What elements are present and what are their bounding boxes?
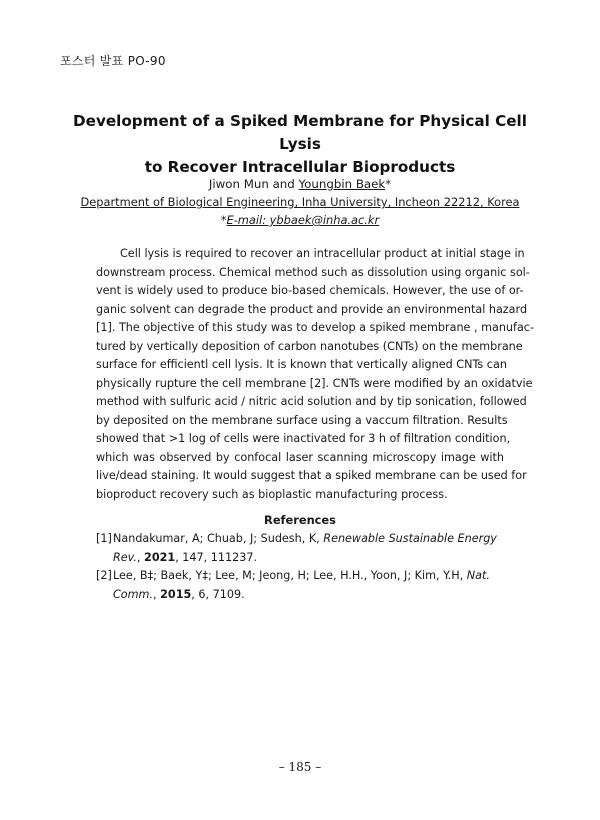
email-address: E-mail: ybbaek@inha.ac.kr bbox=[226, 213, 380, 227]
reference-year: 2015 bbox=[160, 587, 192, 601]
abstract-line: bioproduct recovery such as bioplastic manufacturing process. bbox=[96, 487, 448, 501]
title-line-2: to Recover Intracellular Bioproducts bbox=[144, 158, 456, 176]
reference-authors: Lee, B‡; Baek, Y‡; Lee, M; Jeong, H; Lee, H.H., Yoon, J; Kim, Y.H, bbox=[113, 569, 464, 582]
reference-volume-pages: , 147, 111237. bbox=[175, 550, 258, 564]
reference-journal: Renewable Sustainable Energy Rev. bbox=[113, 532, 497, 564]
email-mark: * bbox=[220, 213, 227, 227]
abstract-line: vent is widely used to produce bio-based chemicals. However, the use of or- bbox=[96, 284, 524, 297]
reference-year: 2021 bbox=[144, 550, 176, 564]
reference-separator: , bbox=[136, 550, 141, 564]
corresponding-author-name: Youngbin Baek bbox=[298, 177, 386, 191]
reference-journal: Nat. Comm. bbox=[113, 569, 490, 601]
abstract-line: ganic solvent can degrade the product and provide an environmental hazard bbox=[96, 302, 528, 316]
corresponding-mark: * bbox=[385, 177, 392, 191]
author-name: Jiwon Mun bbox=[208, 177, 269, 191]
email-line bbox=[60, 211, 540, 230]
paper-title bbox=[60, 110, 540, 179]
references-heading: References bbox=[264, 513, 336, 527]
abstract-line: Cell lysis is required to recover an intracellular product at initial stage in bbox=[120, 247, 525, 260]
abstract-line: surface for efficientl cell lysis. It is known that vertically aligned CNTs can bbox=[96, 358, 507, 371]
abstract-line: which was observed by confocal laser scanning microscopy image with bbox=[96, 450, 504, 464]
reference-item bbox=[96, 530, 506, 567]
reference-number: [1] bbox=[96, 532, 112, 545]
references-list bbox=[96, 530, 506, 604]
reference-separator: , bbox=[153, 587, 157, 601]
author-conjunction: and bbox=[272, 177, 295, 191]
abstract-body bbox=[96, 245, 534, 504]
reference-volume-pages: , 6, 7109. bbox=[191, 587, 245, 601]
abstract-line: physically rupture the cell membrane [2]. CNTs were modified by an oxidatvie bbox=[96, 376, 533, 390]
affiliation: Department of Biological Engineering, Inha University, Incheon 22212, Korea bbox=[80, 195, 520, 209]
session-label: 포스터 발표 PO-90 bbox=[60, 54, 166, 68]
page-number: – 185 – bbox=[278, 760, 322, 774]
abstract-line: live/dead staining. It would suggest that a spiked membrane can be used for bbox=[96, 469, 527, 482]
title-line-1: Development of a Spiked Membrane for Physical Cell Lysis bbox=[73, 112, 527, 153]
reference-authors: Nandakumar, A; Chuab, J; Sudesh, K, bbox=[113, 532, 320, 545]
author-list bbox=[60, 175, 540, 194]
abstract-line: method with sulfuric acid / nitric acid solution and by tip sonication, followed bbox=[96, 395, 527, 408]
abstract-line: showed that >1 log of cells were inactivated for 3 h of filtration condition, bbox=[96, 432, 511, 445]
abstract-line: [1]. The objective of this study was to develop a spiked membrane , manufac- bbox=[96, 321, 534, 334]
reference-number: [2] bbox=[96, 569, 112, 582]
abstract-line: by deposited on the membrane surface using a vaccum filtration. Results bbox=[96, 413, 508, 427]
abstract-line: downstream process. Chemical method such as dissolution using organic sol- bbox=[96, 265, 530, 279]
abstract-line: tured by vertically deposition of carbon nanotubes (CNTs) on the membrane bbox=[96, 339, 523, 353]
reference-item bbox=[96, 567, 506, 604]
